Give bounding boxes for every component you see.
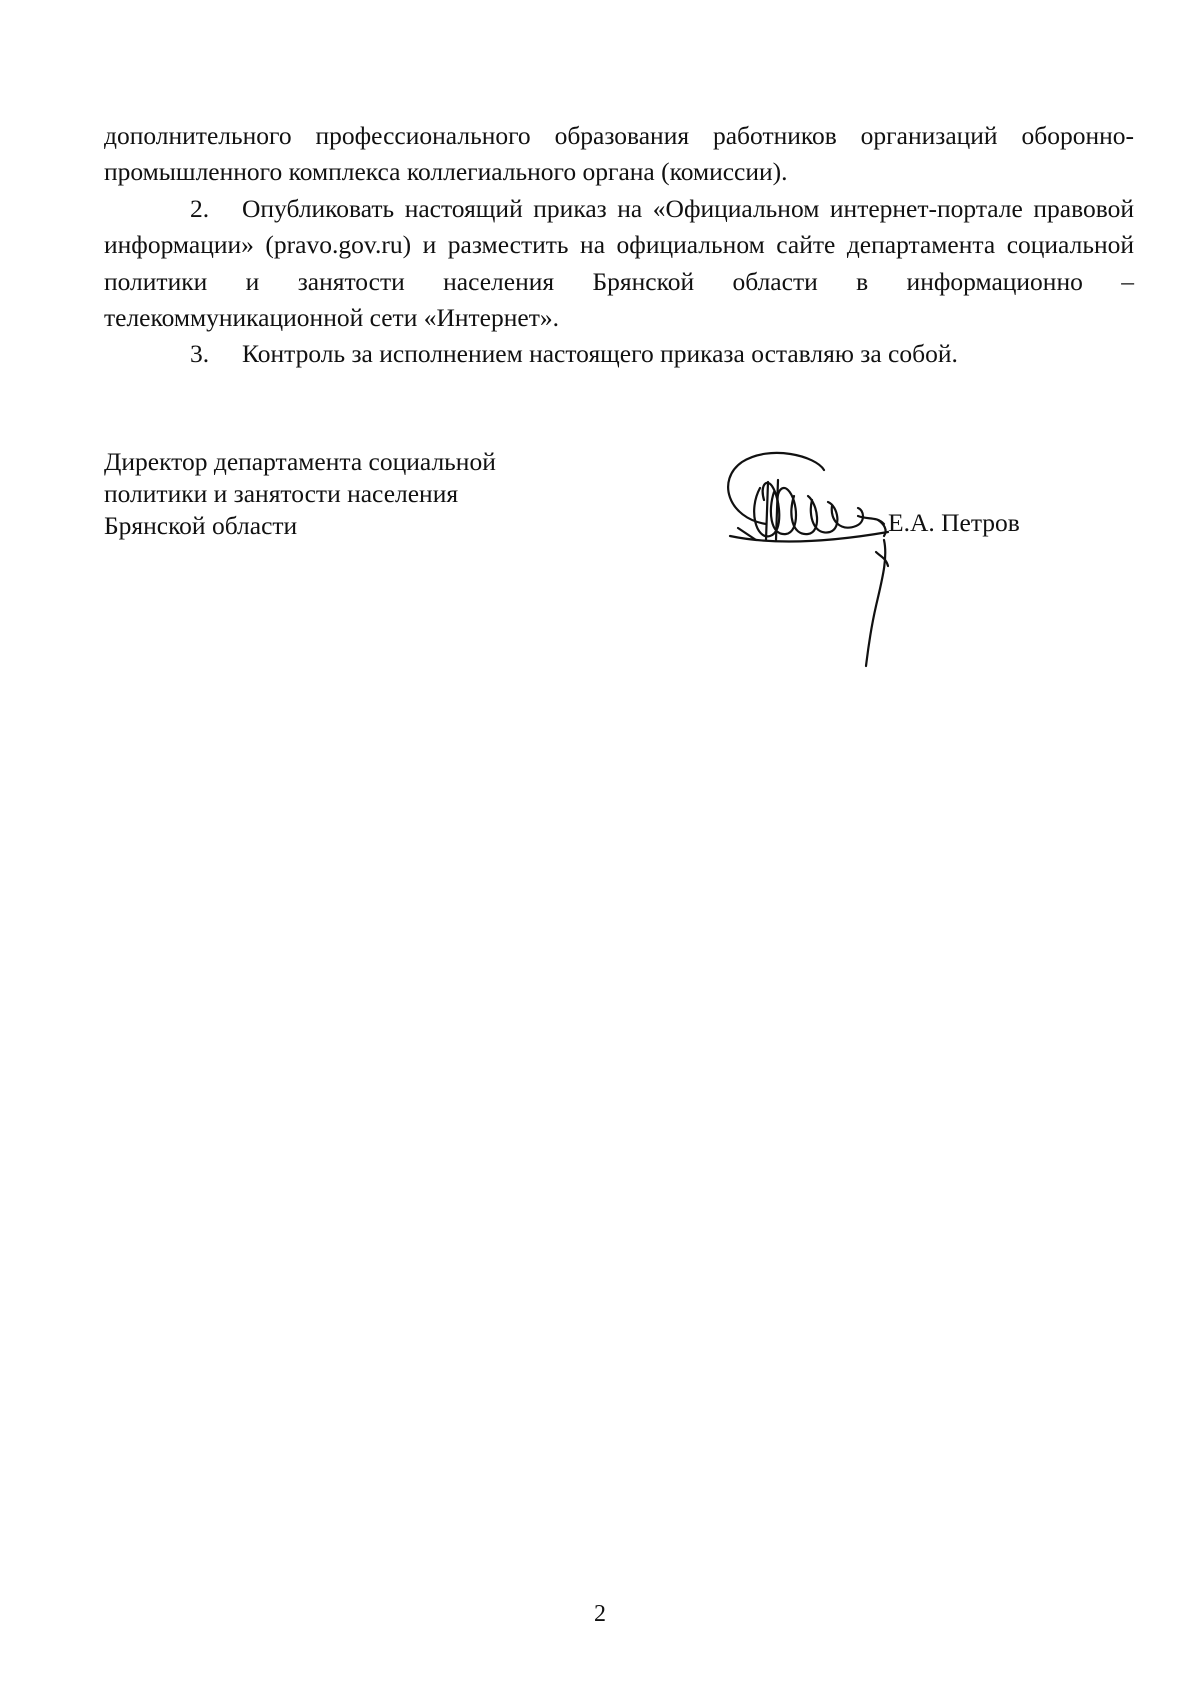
paragraph-number: 3. (190, 339, 210, 369)
signature-block (104, 446, 1134, 686)
paragraph-text: Контроль за исполнением настоящего приказа оставляю за собой. (242, 339, 958, 369)
paragraph-continuation (104, 118, 1134, 191)
document-body (104, 118, 1134, 373)
handwritten-signature (708, 440, 908, 670)
paragraph-text: дополнительного профессионального образования работников организаций оборонно-промышленного комплекса коллегиального органа (комиссии). (104, 121, 1134, 187)
signer-position-line: политики и занятости населения (104, 479, 459, 508)
signer-position-line: Брянской области (104, 511, 298, 540)
paragraph-number: 2. (190, 193, 210, 223)
page-number: 2 (594, 1601, 606, 1627)
signer-position-line: Директор департамента социальной (104, 447, 496, 476)
paragraph-item-2 (104, 191, 1134, 337)
paragraph-text: Опубликовать настоящий приказ на «Официальном интернет-портале правовой информации» (pravo.gov.ru) и разместить на официальном сайте департамента социальной политики и занятости населения Брянской области в информационно – телекоммуникационной сети «Интернет». (104, 193, 1134, 333)
signer-name: Е.А. Петров (888, 508, 1020, 537)
paragraph-item-3 (104, 336, 1134, 372)
signer-position (104, 446, 496, 542)
